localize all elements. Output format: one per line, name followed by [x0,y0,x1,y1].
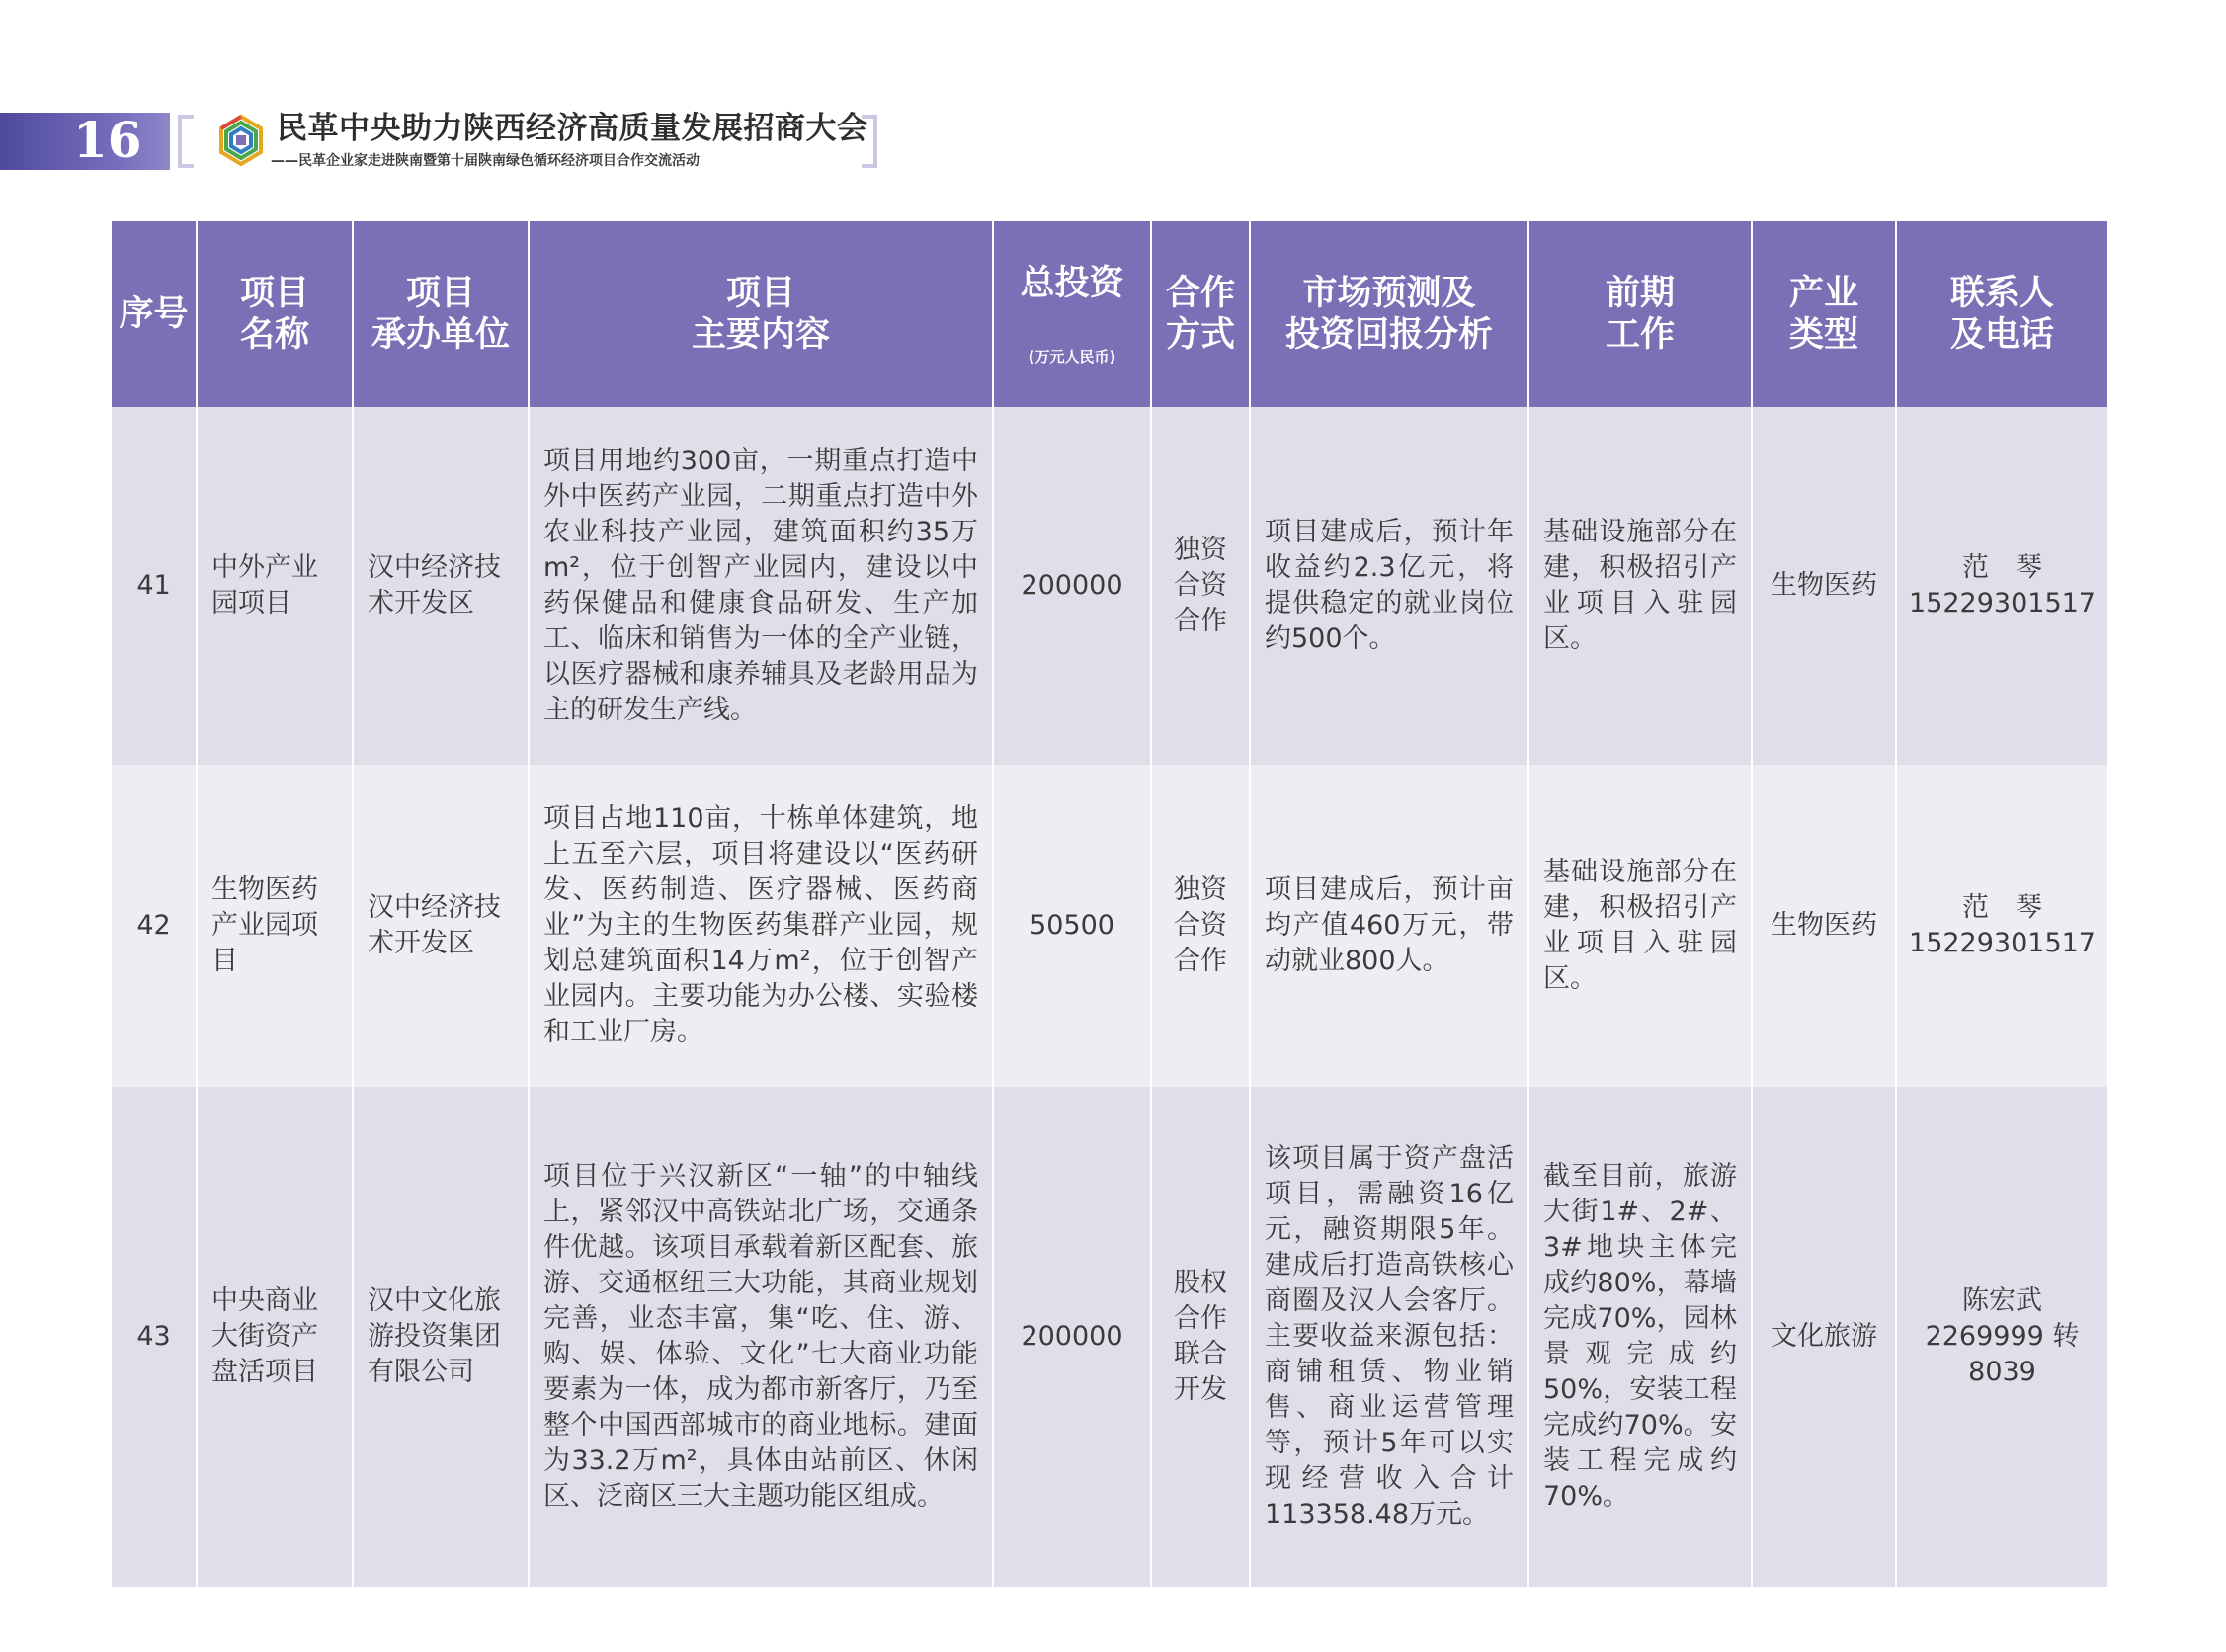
cell-industry: 文化旅游 [1752,1087,1896,1587]
cell-prework: 基础设施部分在建，积极招引产业项目入驻园区。 [1528,765,1752,1087]
cell-industry: 生物医药 [1752,765,1896,1087]
cell-contact: 陈宏武 2269999 转 8039 [1896,1087,2107,1587]
column-header-industry: 产业 类型 [1752,221,1896,407]
cell-contact: 范 琴 15229301517 [1896,765,2107,1087]
cell-content: 项目用地约300亩，一期重点打造中外中医药产业园，二期重点打造中外农业科技产业园，建筑面积约35万m²，位于创智产业园内，建设以中药保健品和健康食品研发、生产加工、临床和销售为一体的全产业链，以医疗器械和康养辅具及老龄用品为主的研发生产线。 [529,407,993,765]
table-row [112,407,2107,765]
table-row [112,1087,2107,1587]
page-subtitle: ——民革企业家走进陕南暨第十届陕南绿色循环经济项目合作交流活动 [271,153,700,169]
cell-market: 项目建成后，预计亩均产值460万元，带动就业800人。 [1250,765,1528,1087]
cell-investment: 50500 [993,765,1151,1087]
cell-prework: 截至目前，旅游大街1#、2#、3#地块主体完成约80%，幕墙完成70%，园林景观完成约50%，安装工程完成约70%。安装工程完成约70%。 [1528,1087,1752,1587]
page-number: 16 [73,111,142,169]
cell-coop: 独资 合资 合作 [1151,765,1250,1087]
column-header-investment-unit: (万元人民币) [1028,348,1116,366]
column-header-name: 项目 名称 [197,221,353,407]
column-header-coop: 合作 方式 [1151,221,1250,407]
column-header-prework: 前期 工作 [1528,221,1752,407]
column-header-market: 市场预测及 投资回报分析 [1250,221,1528,407]
cell-content: 项目占地110亩，十栋单体建筑，地上五至六层，项目将建设以“医药研发、医药制造、医疗器械、医药商业”为主的生物医药集群产业园，规划总建筑面积14万m²，位于创智产业园内。主要功能为办公楼、实验楼和工业厂房。 [529,765,993,1087]
cell-name: 中央商业 大街资产 盘活项目 [197,1087,353,1587]
cell-industry: 生物医药 [1752,407,1896,765]
page-title: 民革中央助力陕西经济高质量发展招商大会 [277,111,868,146]
table-header-row [112,221,2107,407]
cell-market: 该项目属于资产盘活项目，需融资16亿元，融资期限5年。建成后打造高铁核心商圈及汉人会客厅。主要收益来源包括：商铺租赁、物业销售、商业运营管理等，预计5年可以实现经营收入合计113358.48万元。 [1250,1087,1528,1587]
column-header-no: 序号 [112,221,197,407]
cell-market: 项目建成后，预计年收益约2.3亿元，将提供稳定的就业岗位约500个。 [1250,407,1528,765]
table-row [112,765,2107,1087]
cell-investment: 200000 [993,407,1151,765]
cell-coop: 独资 合资 合作 [1151,407,1250,765]
cell-unit: 汉中经济技 术开发区 [353,407,529,765]
cell-unit: 汉中文化旅 游投资集团 有限公司 [353,1087,529,1587]
projects-table [112,221,2107,1587]
cell-contact: 范 琴 15229301517 [1896,407,2107,765]
title-bracket-left [178,115,194,168]
cell-no: 43 [112,1087,197,1587]
cell-unit: 汉中经济技 术开发区 [353,765,529,1087]
column-header-contact: 联系人 及电话 [1896,221,2107,407]
cell-content: 项目位于兴汉新区“一轴”的中轴线上，紧邻汉中高铁站北广场，交通条件优越。该项目承载着新区配套、旅游、交通枢纽三大功能，其商业规划完善，业态丰富，集“吃、住、游、购、娱、体验、文化”七大商业功能要素为一体，成为都市新客厅，乃至整个中国西部城市的商业地标。建面为33.2万m²，具体由站前区、休闲区、泛商区三大主题功能区组成。 [529,1087,993,1587]
cell-name: 中外产业 园项目 [197,407,353,765]
cell-name: 生物医药 产业园项 目 [197,765,353,1087]
column-header-investment [993,221,1151,407]
column-header-content: 项目 主要内容 [529,221,993,407]
column-header-unit: 项目 承办单位 [353,221,529,407]
column-header-investment-label: 总投资 [1020,264,1124,303]
title-bracket-right [862,115,877,168]
cell-investment: 200000 [993,1087,1151,1587]
cell-no: 42 [112,765,197,1087]
event-logo-icon [213,113,269,168]
cell-coop: 股权 合作 联合 开发 [1151,1087,1250,1587]
cell-no: 41 [112,407,197,765]
cell-prework: 基础设施部分在建，积极招引产业项目入驻园区。 [1528,407,1752,765]
